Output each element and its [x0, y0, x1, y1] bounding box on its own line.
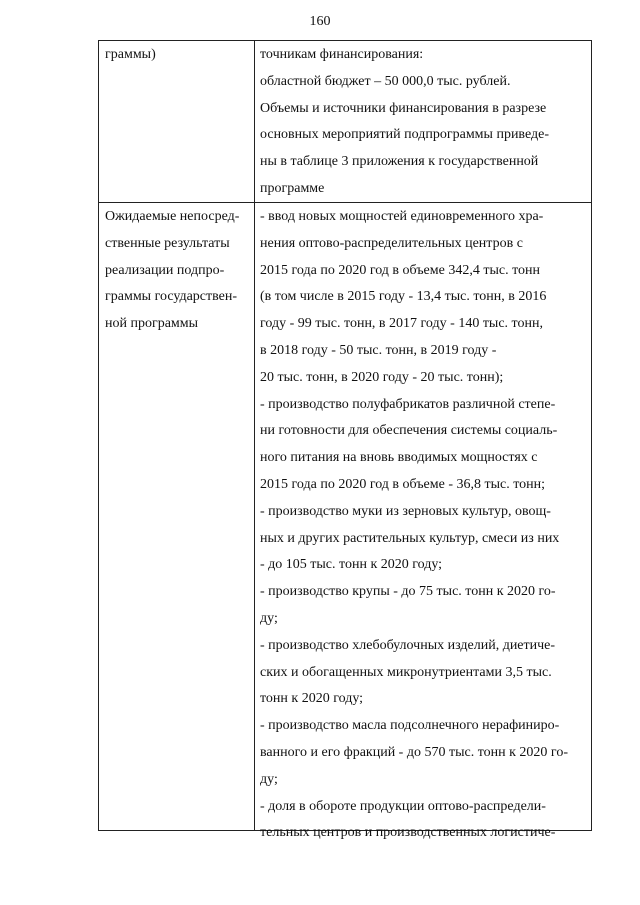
text-line: граммы) — [105, 47, 156, 62]
text-line: - производство крупы - до 75 тыс. тонн к 2020 го- — [260, 584, 556, 600]
text-line: - доля в обороте продукции оптово-распредели- — [260, 798, 546, 814]
text-line: точникам финансирования: — [260, 47, 424, 62]
text-line: - ввод новых мощностей единовременного хра- — [260, 209, 544, 224]
text-line: ственные результаты — [105, 235, 230, 251]
text-line: в 2018 году - 50 тыс. тонн, в 2019 году - — [260, 342, 497, 358]
text-line: - производство хлебобулочных изделий, диетиче- — [260, 637, 556, 653]
text-line: ных и других растительных культур, смеси из них — [260, 530, 560, 546]
text-line: ванного и его фракций - до 570 тыс. тонн к 2020 го- — [260, 744, 568, 760]
text-line: 20 тыс. тонн, в 2020 году - 20 тыс. тонн); — [260, 369, 504, 385]
column-divider — [254, 41, 255, 830]
text-line: основных мероприятий подпрограммы приведе- — [260, 127, 549, 143]
row1-label-cell — [105, 42, 250, 69]
text-line: ной программы — [105, 316, 199, 332]
text-line: ду; — [260, 610, 278, 626]
text-line: Ожидаемые непосред- — [105, 209, 240, 224]
text-line: реализации подпро- — [105, 262, 225, 278]
text-line: тонн к 2020 году; — [260, 691, 364, 707]
text-line: областной бюджет – 50 000,0 тыс. рублей. — [260, 73, 511, 89]
text-line: нения оптово-распределительных центров с — [260, 235, 523, 251]
text-line: 2015 года по 2020 год в объеме 342,4 тыс. тонн — [260, 262, 540, 278]
text-line: Объемы и источники финансирования в разрезе — [260, 100, 547, 116]
text-line: 2015 года по 2020 год в объеме - 36,8 тыс. тонн; — [260, 476, 546, 492]
text-line: ских и обогащенных микронутриентами 3,5 тыс. — [260, 664, 552, 680]
text-line: - до 105 тыс. тонн к 2020 году; — [260, 557, 443, 573]
row2-value-cell — [260, 204, 590, 847]
text-line: ду; — [260, 771, 278, 787]
text-line: граммы государствен- — [105, 289, 238, 305]
text-line: ны в таблице 3 приложения к государственной — [260, 154, 539, 170]
text-line: программе — [260, 180, 325, 196]
program-passport-table — [98, 40, 592, 841]
text-line: - производство масла подсолнечного нерафиниро- — [260, 718, 560, 734]
text-line: ни готовности для обеспечения системы социаль- — [260, 423, 558, 439]
text-line: - производство муки из зерновых культур, овощ- — [260, 503, 551, 519]
text-line: тельных центров и производственных логистиче- — [260, 825, 556, 841]
text-line: - производство полуфабрикатов различной степе- — [260, 396, 556, 412]
row2-label-cell — [105, 204, 250, 338]
text-line: ного питания на вновь вводимых мощностях с — [260, 450, 538, 466]
row1-value-cell — [260, 42, 590, 203]
text-line: (в том числе в 2015 году - 13,4 тыс. тонн, в 2016 — [260, 289, 547, 305]
text-line: году - 99 тыс. тонн, в 2017 году - 140 тыс. тонн, — [260, 316, 543, 332]
page-number: 160 — [309, 14, 331, 29]
